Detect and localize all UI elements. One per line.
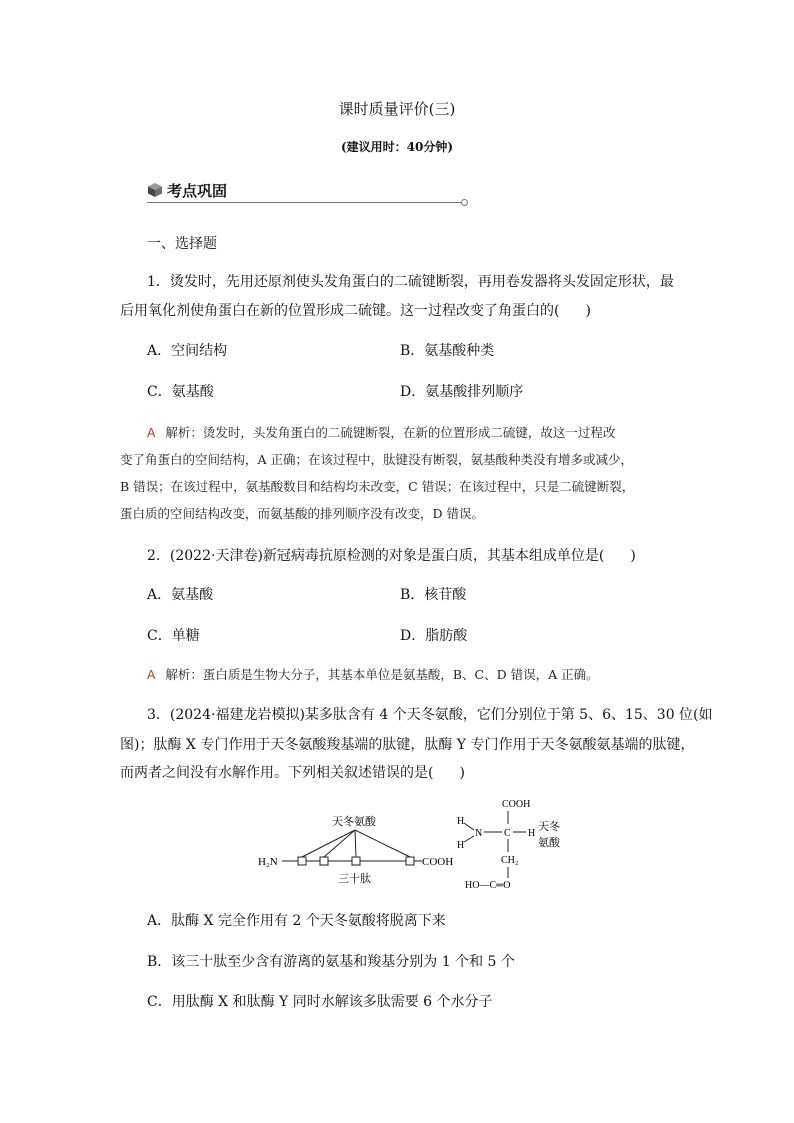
residue-6 — [320, 857, 328, 865]
q3-stem-line1: 3．(2024·福建龙岩模拟)某多肽含有 4 个天冬氨酸，它们分别位于第 5、6、15、30 位(如 — [147, 707, 713, 723]
q2-answer: A — [147, 668, 156, 682]
q2-explanation-text: 解析：蛋白质是生物大分子，其基本单位是氨基酸，B、C、D 错误，A 正确。 — [165, 667, 599, 682]
section-divider — [147, 202, 463, 203]
q2-option-b: B．核苷酸 — [400, 587, 467, 603]
subsection-heading: 一、选择题 — [147, 236, 217, 252]
struct-c-alpha: C — [504, 828, 511, 839]
q3-stem-line2: 图)；肽酶 X 专门作用于天冬氨酸羧基端的肽键，肽酶 Y 专门作用于天冬氨酸氨基端的肽键， — [120, 737, 695, 753]
q1-answer: A — [147, 426, 156, 440]
q2-option-c: C．单糖 — [147, 628, 200, 644]
thirty-peptide-label: 三十肽 — [338, 873, 371, 885]
q1-explanation-line2: 变了角蛋白的空间结构，A 正确；在该过程中，肽键没有断裂，氨基酸种类没有增多或减少， — [120, 452, 634, 467]
q1-option-c: C．氨基酸 — [147, 384, 214, 400]
q1-explanation-text1: 解析：烫发时，头发角蛋白的二硫键断裂，在新的位置形成二硫键，故这一过程改 — [165, 425, 616, 440]
n-terminus-label: H₂N — [258, 856, 278, 868]
q2-paren-close: ) — [630, 548, 636, 564]
q1-paren-close: ) — [585, 303, 591, 319]
q1-explanation-line3: B 错误；在该过程中，氨基酸数目和结构均未改变，C 错误；在该过程中，只是二硫键断裂， — [120, 479, 635, 494]
section-heading — [147, 180, 227, 202]
suggested-time: (建议用时：40分钟) — [340, 140, 454, 154]
cube-icon — [147, 182, 163, 202]
q1-stem-line2 — [120, 300, 591, 320]
q1-stem-line2-text: 后用氧化剂使角蛋白在新的位置形成二硫键。这一过程改变了角蛋白的( — [120, 303, 560, 319]
q3-paren-close: ) — [459, 765, 465, 781]
q2-stem — [147, 545, 636, 565]
struct-bottom-group: HO—C═O — [465, 880, 511, 891]
residue-30 — [406, 857, 414, 865]
q3-stem-line3-text: 而两者之间没有水解作用。下列相关叙述错误的是( — [120, 765, 434, 781]
struct-h-top: H — [457, 816, 465, 827]
struct-label-line2: 氨酸 — [538, 837, 560, 849]
q3-stem-line3 — [120, 762, 465, 782]
section-title: 考点巩固 — [167, 182, 228, 200]
struct-h-bottom: H — [457, 840, 465, 851]
q1-option-a: A．空间结构 — [147, 343, 228, 359]
struct-cooh-top: COOH — [502, 799, 531, 810]
q2-option-d: D．脂肪酸 — [400, 628, 468, 644]
q1-stem-line1: 1．烫发时，先用还原剂使头发角蛋白的二硫键断裂，再用卷发器将头发固定形状，最 — [147, 274, 674, 290]
q1-explanation-line1 — [147, 423, 615, 441]
residue-5 — [298, 857, 306, 865]
page-title: 课时质量评价(三) — [338, 100, 456, 118]
struct-label-line1: 天冬 — [538, 821, 560, 833]
q3-option-b: B．该三十肽至少含有游离的氨基和羧基分别为 1 个和 5 个 — [147, 954, 515, 970]
struct-ch2: CH₂ — [501, 855, 519, 866]
section-divider-end — [461, 199, 468, 206]
q1-option-d: D．氨基酸排列顺序 — [400, 384, 524, 400]
q3-option-a: A．肽酶 X 完全作用有 2 个天冬氨酸将脱离下来 — [147, 913, 446, 929]
residue-15 — [352, 857, 360, 865]
q1-option-b: B．氨基酸种类 — [400, 343, 495, 359]
peptide-figure — [250, 790, 570, 900]
c-terminus-label: COOH — [422, 856, 454, 868]
struct-h-right: H — [528, 828, 536, 839]
struct-n: N — [475, 828, 483, 839]
q3-option-c: C．用肽酶 X 和肽酶 Y 同时水解该多肽需要 6 个水分子 — [147, 994, 493, 1010]
q1-explanation-line4: 蛋白质的空间结构改变，而氨基酸的排列顺序没有改变，D 错误。 — [120, 506, 484, 521]
q2-option-a: A．氨基酸 — [147, 587, 214, 603]
q2-explanation — [147, 665, 599, 683]
aspartic-acid-label: 天冬氨酸 — [332, 816, 376, 828]
q2-stem-text: 2．(2022·天津卷)新冠病毒抗原检测的对象是蛋白质，其基本组成单位是( — [147, 548, 605, 564]
